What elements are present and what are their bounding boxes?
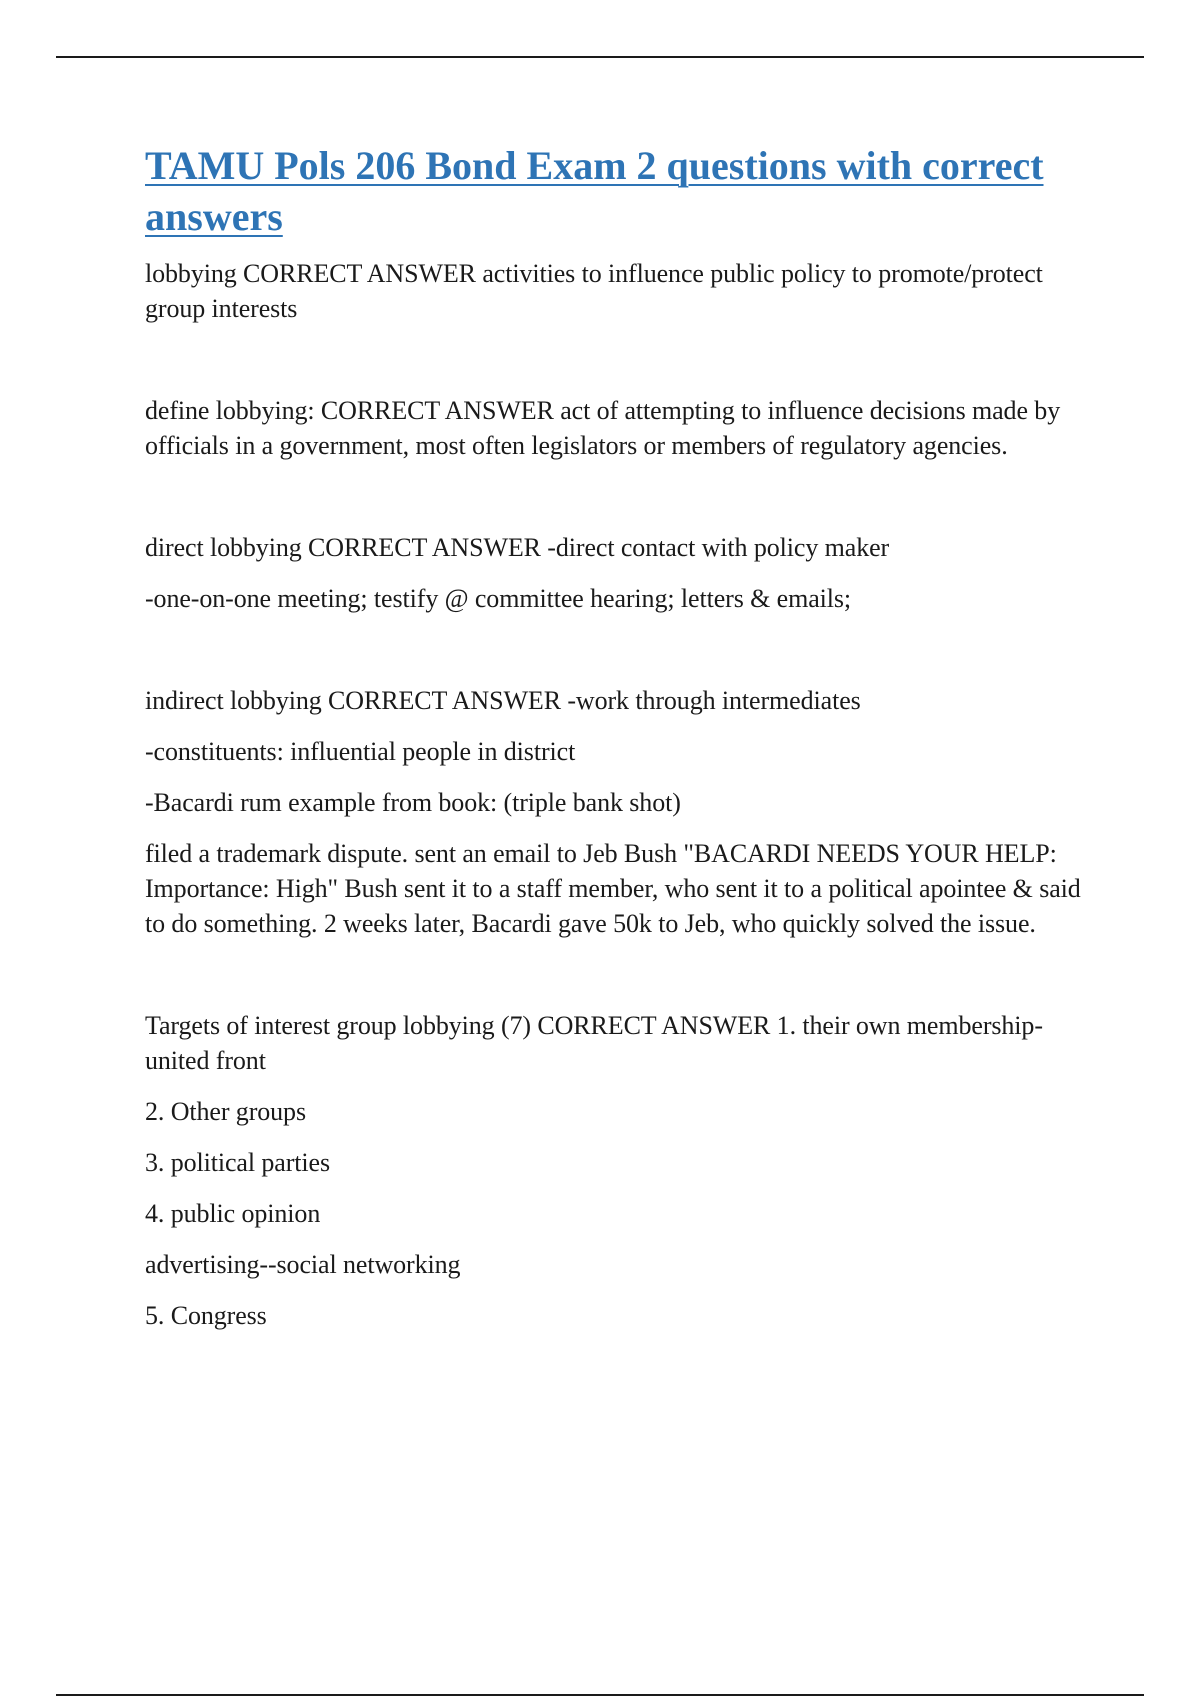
qa-direct-lobbying-detail: -one-on-one meeting; testify @ committee hearing; letters & emails; xyxy=(145,584,852,613)
list-item: 2. Other groups xyxy=(145,1097,306,1126)
list-item: advertising--social networking xyxy=(145,1250,461,1279)
qa-indirect-lobbying-bacardi: -Bacardi rum example from book: (triple bank shot) xyxy=(145,788,681,817)
bottom-rule xyxy=(56,1694,1144,1696)
top-rule xyxy=(56,56,1144,58)
list-item: 4. public opinion xyxy=(145,1199,321,1228)
qa-lobbying: lobbying CORRECT ANSWER activities to influence public policy to promote/protect group interests xyxy=(145,259,1043,323)
qa-define-lobbying: define lobbying: CORRECT ANSWER act of attempting to influence decisions made by officials in a government, most often legislators or members of regulatory agencies. xyxy=(145,396,1061,460)
qa-indirect-lobbying-constituents: -constituents: influential people in district xyxy=(145,737,576,766)
qa-direct-lobbying: direct lobbying CORRECT ANSWER -direct contact with policy maker xyxy=(145,533,890,562)
qa-targets-lobbying: Targets of interest group lobbying (7) CORRECT ANSWER 1. their own membership-united front xyxy=(145,1011,1043,1075)
list-item: 5. Congress xyxy=(145,1301,267,1330)
document-body xyxy=(145,140,1095,1333)
qa-indirect-lobbying-story: filed a trademark dispute. sent an email to Jeb Bush "BACARDI NEEDS YOUR HELP: Importance: High" Bush sent it to a staff member, who sent it to a political apointee & said to do something. 2 weeks later, Bacardi gave 50k to Jeb, who quickly solved the issue. xyxy=(145,839,1081,938)
qa-indirect-lobbying: indirect lobbying CORRECT ANSWER -work through intermediates xyxy=(145,686,861,715)
list-item: 3. political parties xyxy=(145,1148,331,1177)
document-title: TAMU Pols 206 Bond Exam 2 questions with correct answers xyxy=(145,143,1044,239)
